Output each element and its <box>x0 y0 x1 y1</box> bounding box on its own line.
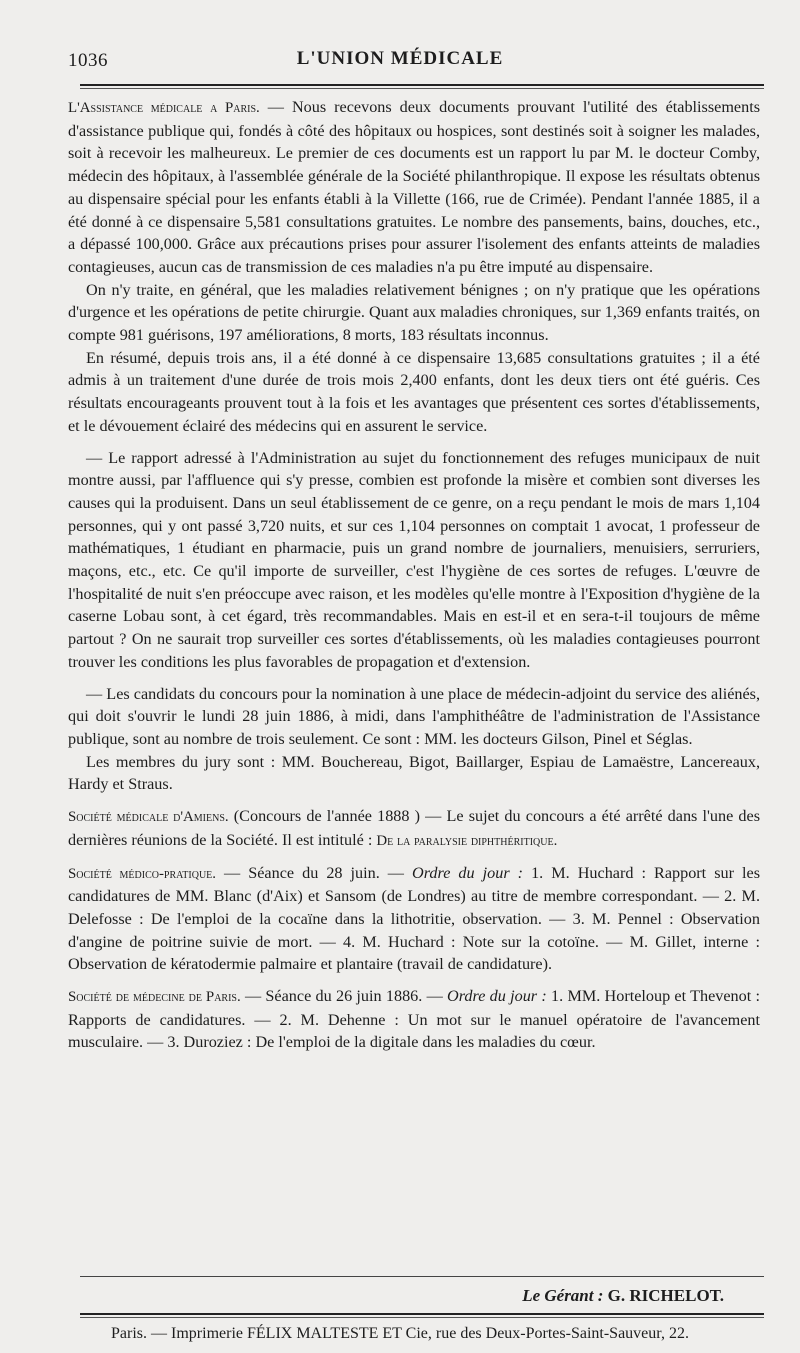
section-label-amiens: Société médicale d'Amiens. <box>68 809 229 826</box>
paragraph-traitement: On n'y traite, en général, que les maladies relativement bénignes ; on n'y pratique que les opérations d'urgence et les opérations de petite chirurgie. Quant aux maladies chroniques, sur 1,369 enfants traités, on compte 981 guérisons, 197 améliorations, 8 morts, 183 résultats inconnus. <box>68 280 760 345</box>
footer-rule-thin <box>80 1317 764 1318</box>
paragraph-text: — Séance du 28 juin. — <box>216 863 413 882</box>
paragraph-text: — Nous recevons deux documents prouvant l'utilité des établissements d'assistance publique qui, fondés à côté des hôpitaux ou hospices, sont destinés soit à soigner les malades, soit à recevoir les malheureux. Le premier de ces documents est un rapport lu par M. le docteur Comby, médecin des hôpitaux, à l'assemblée générale de la Société philanthropique. Il expose les résultats obtenus au dispensaire spécial pour les enfants établi à la Villette (166, rue de Crimée). Pendant l'année 1885, il a été donné à ce dispensaire 5,581 consultations gratuites. Le nombre des pansements, bains, douches, etc., a dépassé 100,000. Grâce aux précautions prises pour assurer l'isolement des enfants atteints de maladies contagieuses, aucun cas de transmission de ces maladies n'a pu être imputé au dispensaire. <box>68 98 760 276</box>
paragraph-text: (Concours de l'année 1888 ) — Le sujet du concours a été arrêté dans l'une des dernières réunions de la Société. Il est intitulé : <box>68 807 761 849</box>
paragraph-resume: En résumé, depuis trois ans, il a été donné à ce dispensaire 13,685 consultations gratuites ; il a été admis à un traitement d'une durée de trois mois 2,400 enfants, dont les deux tiers ont été guéris. Ces résultats encourageants prouvent tout à la fois et les avantages que présentent ces sortes d'établissements, et le dévouement éclairé des médecins qui en assurent le service. <box>68 348 760 435</box>
page-number: 1036 <box>68 50 108 71</box>
paragraph-text: 1. MM. Horteloup et Thevenot : Rapports de candidatures. — 2. M. Dehenne : Un mot sur le manuel opératoire de l'avancement musculaire. — 3. Duroziez : De l'emploi de la digitale dans les maladies du cœur. <box>68 987 760 1052</box>
paragraph-amiens <box>68 805 760 852</box>
paragraph-refuges: — Le rapport adressé à l'Administration au sujet du fonctionnement des refuges municipaux de nuit montre aussi, par l'affluence qui s'y presse, combien est profonde la misère et combien sont diverses les causes qui la produisent. Dans un seul établissement de ce genre, on a reçu pendant le mois de mars 1,104 personnes, qui y ont passé 3,720 nuits, et sur ces 1,104 personnes on comptait 1 avocat, 1 professeur de mathématiques, 1 étudiant en pharmacie, puis un grand nombre de journaliers, menuisiers, serruriers, maçons, etc., etc. Ce qu'il importe de surveiller, c'est l'hygiène de ces sortes de refuges. L'œuvre de l'hospitalité de nuit s'en préoccupe avec raison, et les modèles qu'elle montre à l'Exposition d'hygiène de la caserne Lobau sont, à cet égard, très recommandables. Mais en est-il et en sera-t-il toujours de même partout ? On ne saurait trop surveiller ces sortes d'établissements, où les maladies contagieuses pourront trouver les conditions les plus favorables de propagation et d'extension. <box>68 448 760 671</box>
paragraph-text: 1. M. Huchard : Rapport sur les candidatures de MM. Blanc (d'Aix) et Sansom (de Londres) au titre de membre correspondant. — 2. M. Delefosse : De l'emploi de la cocaïne dans la lithotritie, observation. — 3. M. Pennel : Observation d'angine de poitrine suivie de mort. — 4. M. Huchard : Note sur la cotoïne. — M. Gillet, interne : Observation de kératodermie palmaire et plantaire (travail de candidature). <box>68 863 760 974</box>
paragraph-medecine-paris <box>68 985 760 1054</box>
paragraph-assistance <box>68 96 760 279</box>
running-title: L'UNION MÉDICALE <box>296 48 504 69</box>
paragraph-text: — Séance du 26 juin 1886. — <box>240 987 448 1006</box>
ordre-du-jour-label: Ordre du jour : <box>447 987 547 1006</box>
footer-rule-top <box>80 1276 764 1277</box>
concours-title: De la paralysie diphthéritique. <box>376 832 558 849</box>
paragraph-concours: — Les candidats du concours pour la nomination à une place de médecin-adjoint du service des aliénés, qui doit s'ouvrir le lundi 28 juin 1886, à midi, dans l'amphithéâtre de l'administration de l'Assistance publique, sont au nombre de trois seulement. Ce sont : MM. les docteurs Gilson, Pinel et Séglas. <box>68 684 760 748</box>
header-rule <box>80 84 764 86</box>
gerant-name: G. RICHELOT. <box>603 1286 724 1305</box>
gerant-signature <box>522 1286 724 1306</box>
header-rule-thin <box>80 88 764 89</box>
gerant-label: Le Gérant : <box>522 1286 604 1305</box>
article-body <box>68 96 760 1054</box>
section-label-medico-pratique: Société médico-pratique. <box>68 865 216 882</box>
footer-rule <box>80 1313 764 1315</box>
ordre-du-jour-label: Ordre du jour : <box>412 863 524 882</box>
paragraph-medico-pratique <box>68 862 760 977</box>
section-label-assistance: L'Assistance médicale a Paris. <box>68 100 260 116</box>
paragraph-jury: Les membres du jury sont : MM. Bouchereau, Bigot, Baillarger, Espiau de Lamaëstre, Lancereaux, Hardy et Straus. <box>68 752 760 794</box>
imprint-line: Paris. — Imprimerie FÉLIX MALTESTE ET Cie, rue des Deux-Portes-Saint-Sauveur, 22. <box>111 1325 689 1342</box>
section-label-medecine-paris: Société de médecine de Paris. <box>68 989 241 1006</box>
